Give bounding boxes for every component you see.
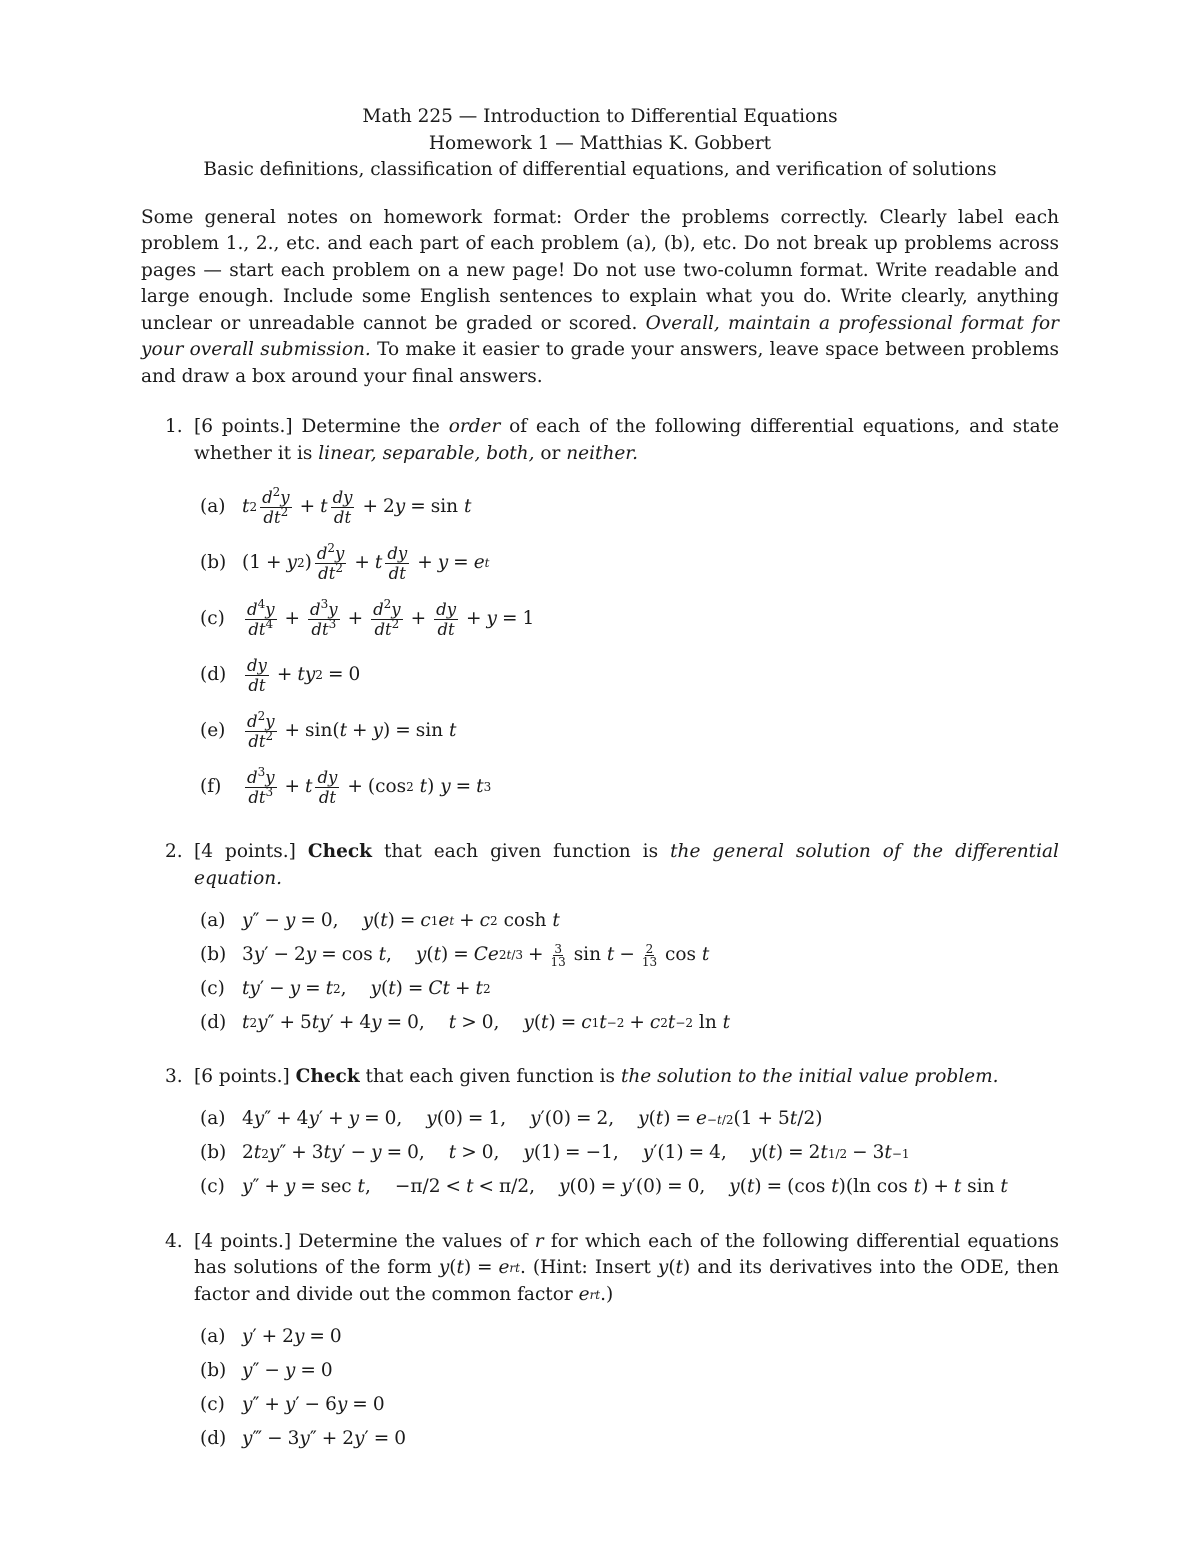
- part-label: (e): [200, 719, 226, 741]
- notes-intro: Some general notes on homework format: Order the problems correctly. Clearly label each problem 1., 2., etc. and each part of each problem (a), (b), etc. Do not break up problems across pages — start each problem on a new page! Do not use two-column format. Write readable and large enough. Include some English sentences to explain what you do. Write clearly, anything unclear or unreadable cannot be graded or scored.: [141, 206, 1059, 334]
- part-label: (f): [200, 775, 222, 797]
- part-c: [200, 1388, 1059, 1422]
- part-label: (c): [200, 1176, 225, 1198]
- problem-number: 1.: [165, 416, 183, 437]
- part-a: [200, 479, 1059, 535]
- statement-emph: the general solution of the differential equation.: [194, 841, 1059, 889]
- problem-2-parts: [194, 904, 1059, 1040]
- equation: y ″ − y = 0: [242, 1359, 333, 1381]
- format-notes: [141, 205, 1059, 391]
- equation: 3 y ′ − 2 y = cos t , y ( t ) = Ce 2t/3 + $\frac{3}{13}$ sin t − $\frac{2}{13}$ cos t: [242, 941, 710, 969]
- problem-4: [141, 1229, 1059, 1457]
- part-label: (b): [200, 1359, 227, 1381]
- equation: $\frac{d^4y}{dt^4}$ + $\frac{d^3y}{dt^3}$ + $\frac{d^2y}{dt^2}$ + $\frac{dy}{dt}$ + y = 1: [247, 596, 535, 639]
- notes-outro: To make it easier to grade your answers, leave space between problems and draw a box around your final answers.: [141, 339, 1059, 387]
- statement-text: of each of the following differential equations, and state whether it is: [194, 416, 1060, 464]
- problem-3-statement: [194, 1064, 1059, 1091]
- part-c: [200, 972, 1059, 1006]
- points-label: [6 points.]: [194, 1066, 290, 1087]
- part-label: (c): [200, 977, 225, 999]
- part-label: (d): [200, 663, 227, 685]
- part-label: (a): [200, 909, 226, 931]
- document-page: [141, 104, 1059, 1456]
- statement-text: that each given function is: [383, 841, 659, 862]
- part-a: [200, 1103, 1059, 1137]
- inline-equation: y ( t ): [657, 1257, 691, 1278]
- part-e: [200, 703, 1059, 759]
- inline-equation: y ( t ) = e rt: [438, 1257, 520, 1278]
- part-label: (c): [200, 1393, 225, 1415]
- equation: t 2 $\frac{d^2y}{dt^2}$ + t $\frac{dy}{dt}$ + 2 y = sin t: [242, 484, 472, 527]
- problem-number: 2.: [165, 841, 183, 862]
- statement-bold: Check: [307, 841, 372, 862]
- statement-text: Determine the values of: [298, 1230, 528, 1252]
- part-label: (d): [200, 1011, 227, 1033]
- problem-number: 3.: [165, 1066, 183, 1087]
- problem-1: [141, 414, 1059, 815]
- statement-text: or: [540, 442, 561, 464]
- part-f: [200, 759, 1059, 815]
- part-d: [200, 1422, 1059, 1456]
- equation: 2 t 2 y ″ + 3 ty ′ − y = 0, t > 0, y (1) = −1, y ′(1) = 4, y ( t ) = 2 t 1/2 − 3 t −1: [242, 1142, 910, 1164]
- part-b: [200, 938, 1059, 972]
- equation: y ″ + y = sec t , −π/2 < t < π/2, y (0) = y ′(0) = 0, y ( t ) = (cos t )(ln cos t ) + t sin t: [242, 1176, 1008, 1198]
- problem-2-statement: [194, 839, 1059, 892]
- statement-text: Determine the: [301, 416, 440, 437]
- statement-emph: the solution to the initial value problem.: [620, 1066, 999, 1087]
- problem-4-statement: [4 points.] Determine the values of r for which each of the following differential equations has solutions of the form y ( t ) = e rt . (Hint: Insert y ( t ) and its derivatives into the ODE, then factor and divide out the common factor e rt .): [194, 1229, 1059, 1309]
- part-b: [200, 1137, 1059, 1171]
- part-label: (b): [200, 551, 227, 573]
- part-c: [200, 591, 1059, 647]
- problem-3-parts: [194, 1103, 1059, 1205]
- problem-2: [141, 839, 1059, 1040]
- statement-text: and its derivatives into the ODE, then factor and divide out the common factor: [194, 1257, 1059, 1305]
- points-label: [4 points.]: [194, 841, 296, 862]
- part-label: (b): [200, 943, 227, 965]
- problem-4-parts: [194, 1320, 1059, 1456]
- document-header: [141, 104, 1059, 184]
- equation: y ′ + 2 y = 0: [242, 1325, 342, 1347]
- part-label: (d): [200, 1427, 227, 1449]
- equation: (1 + y 2 ) $\frac{d^2y}{dt^2}$ + t $\frac{dy}{dt}$ + y = e t: [242, 540, 490, 583]
- statement-emph: linear,: [318, 442, 377, 464]
- points-label: [6 points.]: [194, 416, 293, 437]
- part-label: (a): [200, 495, 226, 517]
- equation: y ″ + y ′ − 6 y = 0: [242, 1393, 385, 1415]
- statement-emph: order: [448, 416, 501, 437]
- statement-text: (Hint: Insert: [532, 1257, 651, 1278]
- part-a: [200, 904, 1059, 938]
- problem-number: 4.: [165, 1230, 183, 1252]
- homework-title: Homework 1 — Matthias K. Gobbert: [428, 132, 772, 154]
- problem-1-statement: [194, 414, 1059, 467]
- statement-emph: neither.: [566, 442, 639, 464]
- equation: $\frac{d^2y}{dt^2}$ + sin( t + y ) = sin t: [247, 708, 457, 751]
- part-label: (c): [200, 607, 225, 629]
- statement-var: r: [534, 1230, 544, 1252]
- problem-3: [141, 1064, 1059, 1205]
- statement-bold: Check: [295, 1066, 360, 1087]
- equation: y ‴ − 3 y ″ + 2 y ′ = 0: [242, 1427, 406, 1449]
- part-label: (a): [200, 1108, 226, 1130]
- part-d: [200, 647, 1059, 703]
- statement-emph: separable,: [382, 442, 481, 464]
- course-title: Math 225 — Introduction to Differential Equations: [362, 106, 838, 127]
- part-b: [200, 1354, 1059, 1388]
- part-a: [200, 1320, 1059, 1354]
- equation: t 2 y ″ + 5 ty ′ + 4 y = 0, t > 0, y ( t ) = c 1 t −2 + c 2 t −2 ln t: [242, 1011, 731, 1033]
- part-c: [200, 1171, 1059, 1205]
- equation: y ″ − y = 0, y ( t ) = c 1 e t + c 2 cosh t: [242, 909, 560, 931]
- topic-line: Basic definitions, classification of differential equations, and verification of solutions: [203, 159, 997, 180]
- inline-equation: e rt: [578, 1283, 601, 1305]
- statement-text: .): [600, 1283, 614, 1305]
- statement-text: for which each of the following differential equations has solutions of the form: [194, 1230, 1059, 1278]
- points-label: [4 points.]: [194, 1230, 292, 1252]
- equation: 4 y ″ + 4 y ′ + y = 0, y (0) = 1, y ′(0) = 2, y ( t ) = e −t/2 (1 + 5 t /2): [242, 1108, 823, 1130]
- notes-emphasis: Overall, maintain a professional format for your overall submission.: [141, 312, 1059, 360]
- part-d: [200, 1006, 1059, 1040]
- statement-emph: both,: [486, 442, 535, 464]
- problem-1-parts: [194, 479, 1059, 815]
- part-label: (a): [200, 1325, 226, 1347]
- equation: $\frac{dy}{dt}$ + ty 2 = 0: [247, 655, 361, 695]
- statement-text: that each given function is: [365, 1066, 616, 1087]
- part-b: [200, 535, 1059, 591]
- equation: $\frac{d^3y}{dt^3}$ + t $\frac{dy}{dt}$ + (cos 2 t ) y = t 3: [247, 764, 492, 807]
- part-label: (b): [200, 1142, 227, 1164]
- equation: ty ′ − y = t 2 , y ( t ) = Ct + t 2: [242, 977, 491, 999]
